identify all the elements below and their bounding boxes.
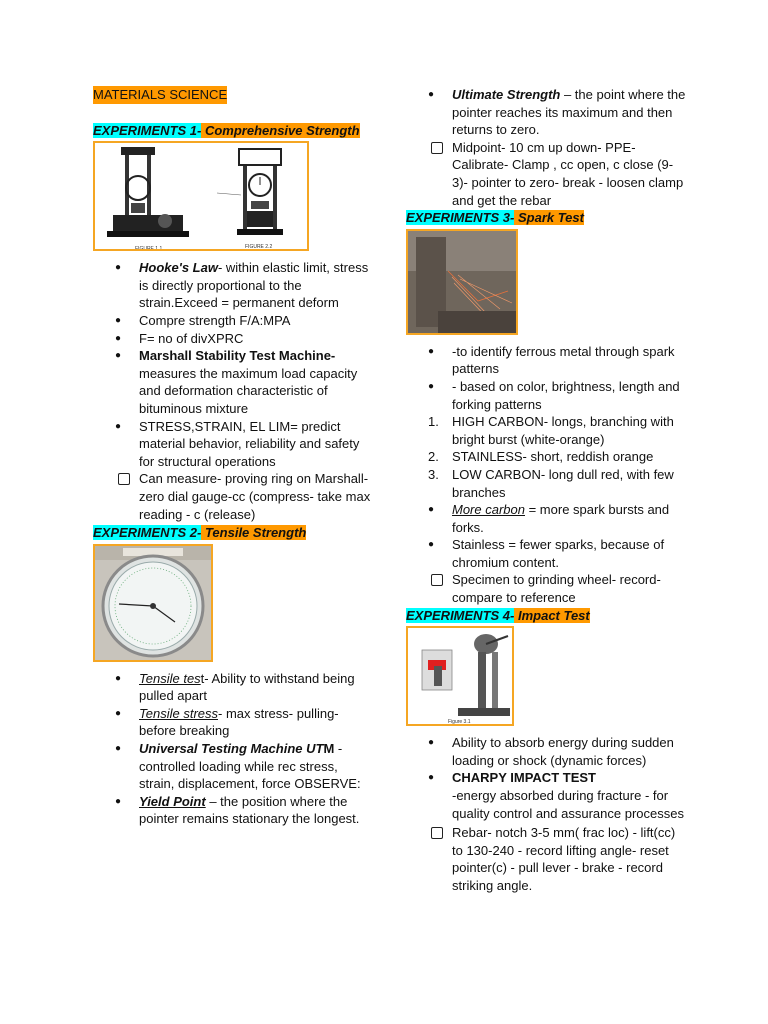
list-item: ● Tensile stress- max stress- pulling- before breaking <box>93 705 373 740</box>
checklist-item: Midpoint- 10 cm up down- PPE- Calibrate- Clamp , cc open, c close (9-3)- pointer to zero- break - loosen clamp and get the rebar <box>406 139 686 209</box>
document-title: MATERIALS SCIENCE <box>93 87 228 102</box>
list-item: ● F= no of divXPRC <box>93 330 373 348</box>
experiment-3-list <box>406 343 686 413</box>
list-item: 3. LOW CARBON- long dull red, with few branches <box>428 466 674 500</box>
figure-caption-2: FIGURE 2.2 <box>245 244 273 251</box>
list-item: ● Marshall Stability Test Machine- measures the maximum load capacity and deformation characteristic of bituminous mixture <box>93 347 373 417</box>
spark-test-photo <box>408 231 516 333</box>
experiment-1-heading: EXPERIMENTS 1- Comprehensive Strength <box>93 122 360 138</box>
list-item: ● - based on color, brightness, length and forking patterns <box>406 378 686 413</box>
experiment-2-list <box>93 670 373 828</box>
experiment-2-heading: EXPERIMENTS 2- Tensile Strength <box>93 525 307 541</box>
checkbox-icon[interactable] <box>431 142 443 154</box>
figure-caption: Figure 3.1 <box>448 719 471 726</box>
list-item: ● Tensile test- Ability to withstand being pulled apart <box>93 670 373 705</box>
list-item: ● Stainless = fewer sparks, because of chromium content. <box>406 536 686 571</box>
checkbox-icon[interactable] <box>431 574 443 586</box>
experiment-2-continued-list <box>406 86 686 209</box>
figure-caption-1: FIGURE 1.1 <box>135 246 163 252</box>
spark-test-figure <box>406 229 518 335</box>
right-column <box>406 86 686 895</box>
list-item: ● Hooke's Law- within elastic limit, stress is directly proportional to the strain.Exceed = permanent deform <box>93 259 373 312</box>
checkbox-icon[interactable] <box>118 473 130 485</box>
experiment-4-heading: EXPERIMENTS 4- Impact Test <box>406 607 590 623</box>
compression-machine-figure <box>93 141 309 251</box>
experiment-3-heading: EXPERIMENTS 3- Spark Test <box>406 210 584 226</box>
list-item: ● Ability to absorb energy during sudden loading or shock (dynamic forces) <box>406 734 686 769</box>
list-item: ● More carbon = more spark bursts and forks. <box>406 501 686 536</box>
list-item: ● Ultimate Strength – the point where the pointer reaches its maximum and then returns to zero. <box>406 86 686 139</box>
impact-test-drawing <box>408 628 512 724</box>
experiment-3-numbered-list <box>406 413 686 501</box>
list-item: ● Yield Point – the position where the pointer remains stationary the longest. <box>93 793 373 828</box>
list-item: 1. HIGH CARBON- longs, branching with bright burst (white-orange) <box>428 414 674 447</box>
experiment-3-list-2 <box>406 501 686 607</box>
checklist-item: Specimen to grinding wheel- record- compare to reference <box>406 571 686 606</box>
checkbox-icon[interactable] <box>431 827 443 839</box>
compression-machines-drawing <box>95 143 307 252</box>
list-item: ● -to identify ferrous metal through spark patterns <box>406 343 686 378</box>
impact-test-figure <box>406 626 514 726</box>
checklist-item: Can measure- proving ring on Marshall- zero dial gauge-cc (compress- take max reading - c (release) <box>93 470 373 523</box>
experiment-4-list <box>406 734 686 894</box>
list-item: ● Compre strength F/A:MPA <box>93 312 373 330</box>
checklist-item: Rebar- notch 3-5 mm( frac loc) - lift(cc) to 130-240 - record lifting angle- reset pointer(c) - pull lever - brake - record striking angle. <box>406 824 686 894</box>
list-item: ● STRESS,STRAIN, EL LIM= predict material behavior, reliability and safety for structural operations <box>93 418 373 471</box>
left-column <box>93 86 373 828</box>
list-item: ● CHARPY IMPACT TEST -energy absorbed during fracture - for quality control and assurance processes <box>406 769 686 822</box>
dial-gauge-photo <box>95 546 211 660</box>
experiment-1-list <box>93 259 373 523</box>
dial-gauge-figure <box>93 544 213 662</box>
list-item: ● Universal Testing Machine UTM -controlled loading while rec stress, strain, displacement, force OBSERVE: <box>93 740 373 793</box>
list-item: 2. STAINLESS- short, reddish orange <box>428 449 654 465</box>
